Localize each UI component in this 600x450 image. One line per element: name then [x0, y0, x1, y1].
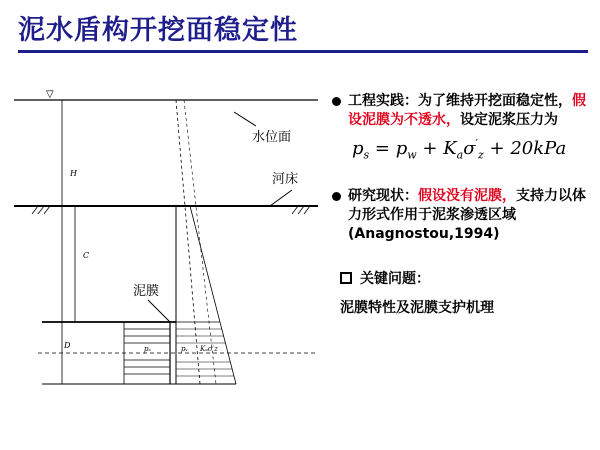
bullet1-prefix: 工程实践：为了维持开挖面稳定性，	[348, 93, 572, 109]
bullet-research-status	[330, 187, 592, 244]
key-issue-heading	[330, 270, 592, 289]
riverbed-label: 河床	[272, 172, 299, 187]
bullet2-red-text: 假设没有泥膜，	[418, 187, 516, 204]
bullet1-red-text: 假设泥膜为不透水，	[348, 93, 586, 128]
bullet-engineering-practice	[330, 92, 592, 165]
bullet-dot-icon	[332, 192, 341, 201]
water-level-leader	[234, 112, 256, 126]
key-issue-label: 关键问题：	[360, 270, 430, 287]
mud-film-leader	[148, 300, 170, 322]
slurry-pressure-formula: $p_s = p_w + K_a\sigma'_z + 20kPa$	[352, 137, 567, 162]
ka-triangle-inner	[184, 100, 216, 384]
square-bullet-icon	[340, 272, 352, 284]
pw-label: pᵥ	[181, 345, 189, 353]
h-label: H	[70, 169, 77, 178]
bullet-dot-icon	[332, 97, 341, 106]
water-level-label: 水位面	[252, 130, 292, 145]
pw-triangle-edge	[176, 100, 200, 384]
riverbed-leader	[270, 190, 292, 206]
riverbed-hatch-right	[292, 206, 310, 214]
mud-film-label: 泥膜	[133, 284, 160, 299]
water-level-symbol: ▽	[46, 89, 54, 100]
d-label: D	[64, 341, 71, 350]
ka-label: Kₐσ′z	[200, 345, 218, 353]
bullet2-citation: (Anagnostou,1994)	[348, 225, 500, 242]
text-panel	[330, 92, 592, 318]
slide-title: 泥水盾构开挖面稳定性	[18, 15, 298, 46]
bullet1-suffix: 设定泥浆压力为	[460, 112, 558, 128]
bullet2-suffix: 支持力以体力形式作用于泥浆渗透区域	[348, 187, 586, 223]
bullet2-prefix: 研究现状：	[348, 187, 418, 204]
riverbed-hatch-left	[32, 206, 50, 214]
ps-label: pₛ	[144, 345, 151, 353]
key-issue-text: 泥膜特性及泥膜支护机理	[340, 299, 494, 316]
c-label: C	[83, 251, 90, 260]
